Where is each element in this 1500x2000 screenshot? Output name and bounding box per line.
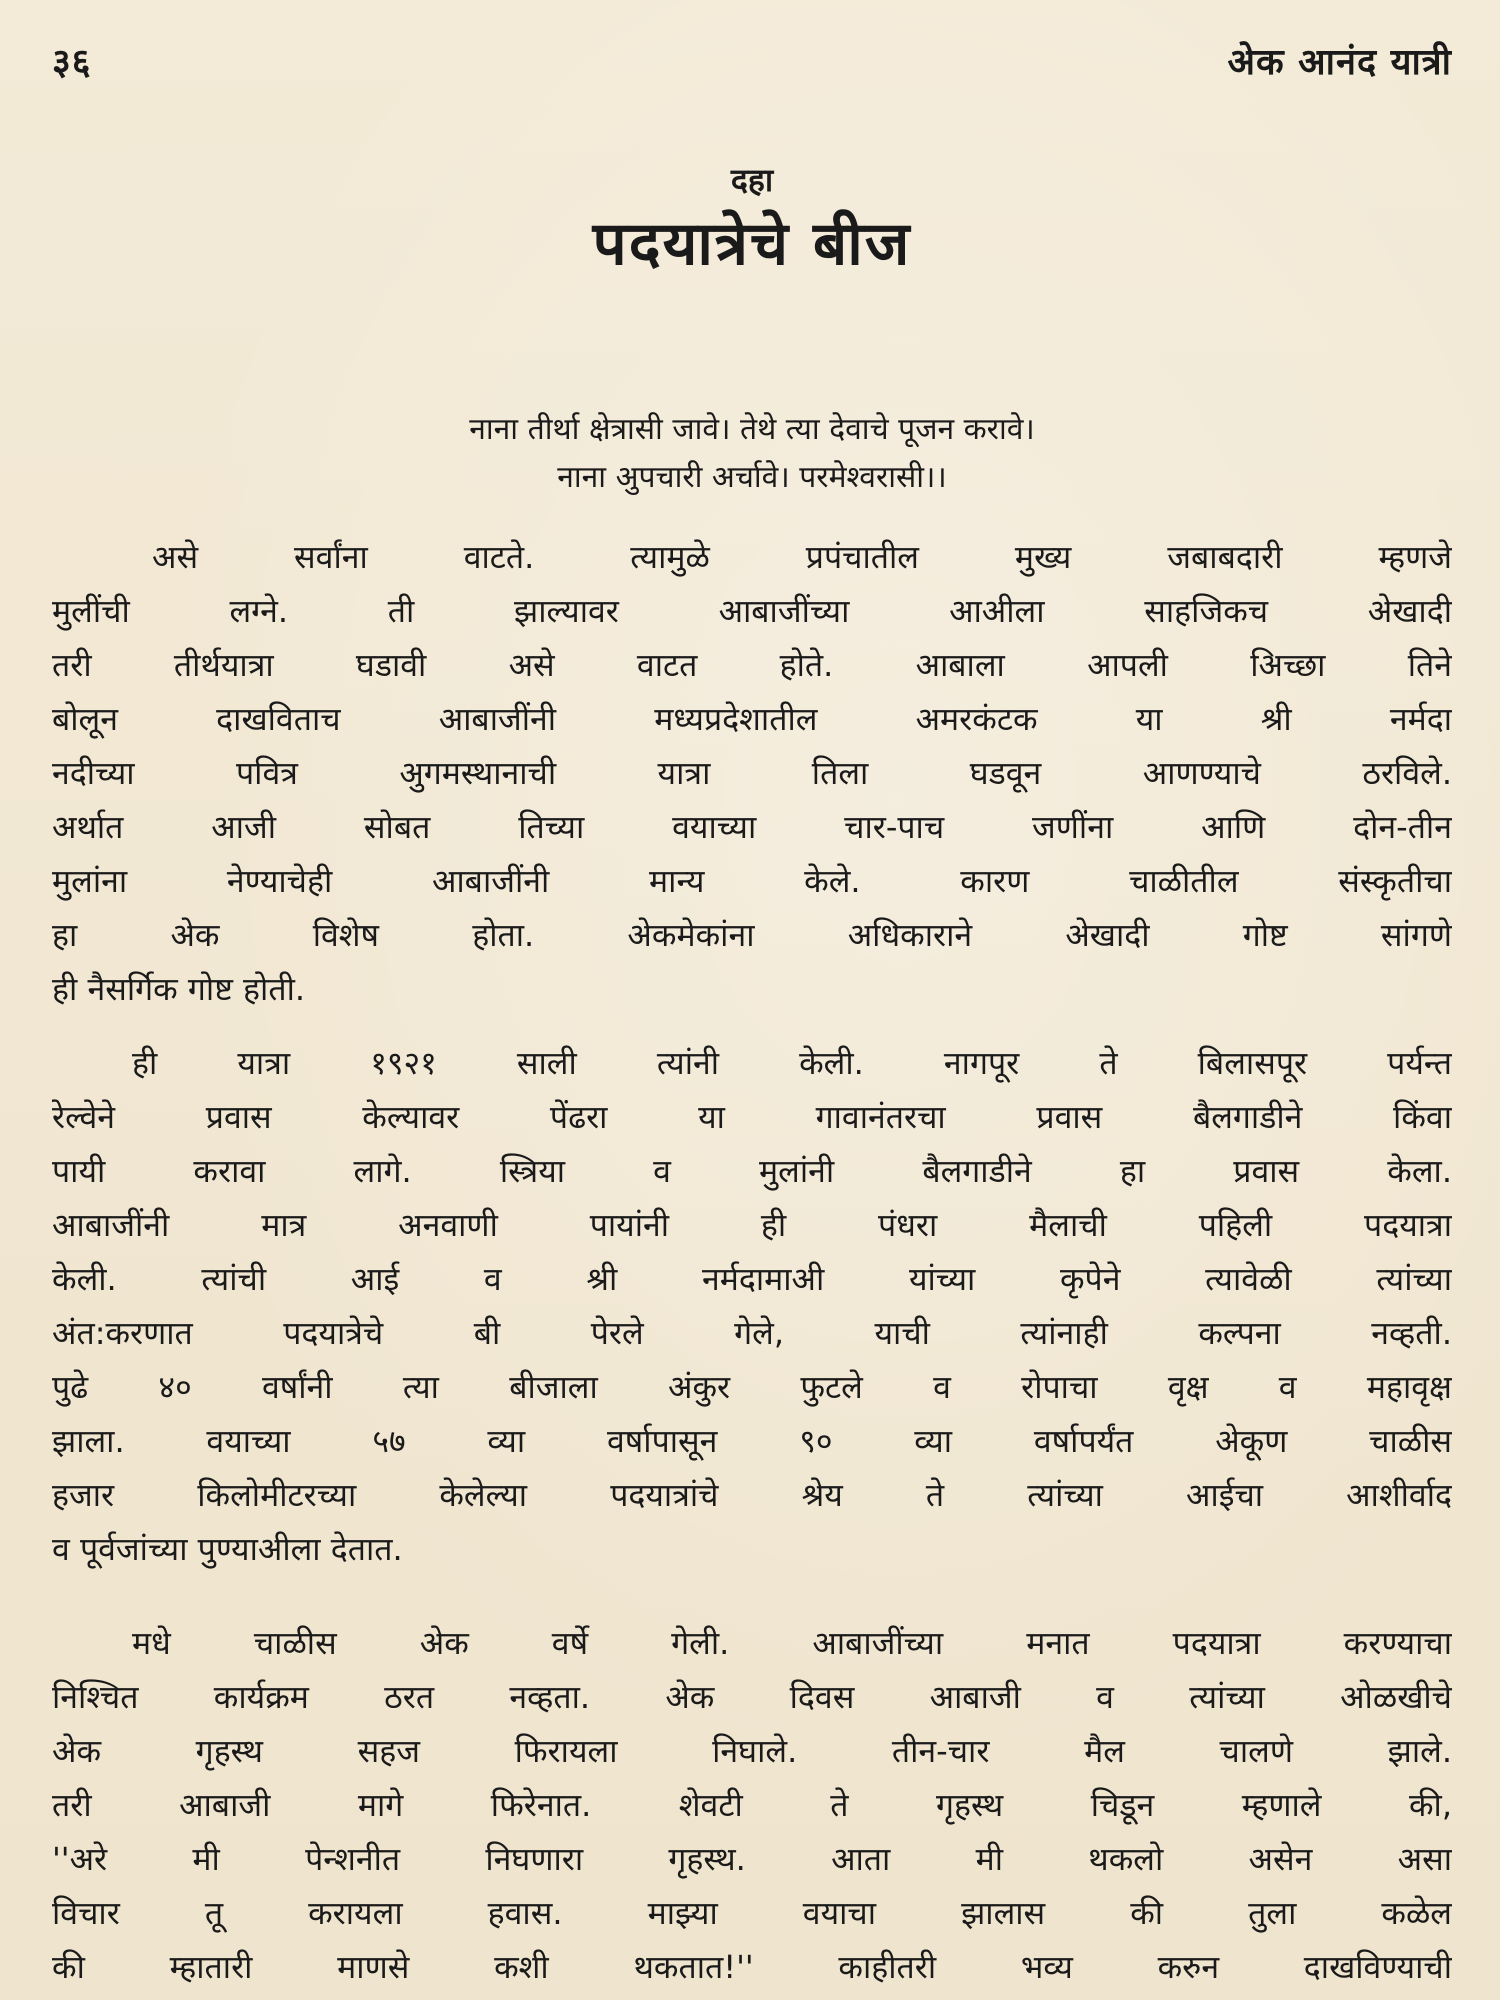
text-line: केली. त्यांची आई व श्री नर्मदामाअी यांच्या कृपेने त्यावेळी त्यांच्या (52, 1260, 1452, 1298)
chapter-title: पदयात्रेचे बीज (592, 209, 912, 279)
text-line: अंत:करणात पदयात्रेचे बी पेरले गेले, याची त्यांनाही कल्पना नव्हती. (52, 1314, 1452, 1352)
text-line: मुलांना नेण्याचेही आबाजींनी मान्य केले. कारण चाळीतील संस्कृतीचा (52, 862, 1452, 900)
text-line: बोलून दाखविताच आबाजींनी मध्यप्रदेशातील अमरकंटक या श्री नर्मदा (52, 700, 1452, 738)
page-number: ३६ (52, 42, 92, 83)
text-line: ही यात्रा १९२१ साली त्यांनी केली. नागपूर ते बिलासपूर पर्यन्त (132, 1044, 1452, 1082)
paragraph-3 (52, 1616, 1452, 1994)
text-line: पायी करावा लागे. स्त्रिया व मुलांनी बैलगाडीने हा प्रवास केला. (52, 1152, 1452, 1190)
text-line: नदीच्या पवित्र अुगमस्थानाची यात्रा तिला घडवून आणण्याचे ठरविले. (52, 754, 1452, 792)
text-line: ही नैसर्गिक गोष्ट होती. (52, 970, 306, 1008)
text-line: मधे चाळीस अेक वर्षे गेली. आबाजींच्या मनात पदयात्रा करण्याचा (132, 1624, 1452, 1662)
book-title: अेक आनंद यात्री (1227, 42, 1452, 83)
text-line: मुलींची लग्ने. ती झाल्यावर आबाजींच्या आअीला साहजिकच अेखादी (52, 592, 1452, 630)
text-line: हजार किलोमीटरच्या केलेल्या पदयात्रांचे श्रेय ते त्यांच्या आईचा आशीर्वाद (52, 1476, 1452, 1514)
chapter-heading (52, 160, 1452, 282)
text-line: तरी आबाजी मागे फिरेनात. शेवटी ते गृहस्थ चिडून म्हणाले की, (52, 1786, 1452, 1824)
text-line: झाला. वयाच्या ५७ व्या वर्षापासून ९० व्या वर्षापर्यंत अेकूण चाळीस (52, 1422, 1452, 1460)
text-line: असे सर्वांना वाटते. त्यामुळे प्रपंचातील मुख्य जबाबदारी म्हणजे (152, 538, 1452, 576)
verse-line: नाना अुपचारी अर्चावे। परमेश्वरासी।। (557, 460, 947, 495)
text-line: ''अरे मी पेन्शनीत निघणारा गृहस्थ. आता मी थकलो असेन असा (52, 1840, 1452, 1878)
verse-line: नाना तीर्था क्षेत्रासी जावे। तेथे त्या देवाचे पूजन करावे। (469, 412, 1035, 447)
text-line: हा अेक विशेष होता. अेकमेकांना अधिकाराने अेखादी गोष्ट सांगणे (52, 916, 1452, 954)
chapter-number: दहा (730, 161, 774, 199)
text-line: निश्चित कार्यक्रम ठरत नव्हता. अेक दिवस आबाजी व त्यांच्या ओळखीचे (52, 1678, 1452, 1716)
text-line: पुढे ४० वर्षांनी त्या बीजाला अंकुर फुटले व रोपाचा वृक्ष व महावृक्ष (52, 1368, 1452, 1406)
text-line: की म्हातारी माणसे कशी थकतात!'' काहीतरी भव्य करुन दाखविण्याची (52, 1948, 1452, 1986)
text-line: रेल्वेने प्रवास केल्यावर पेंढरा या गावानंतरचा प्रवास बैलगाडीने किंवा (52, 1098, 1452, 1136)
text-line: आबाजींनी मात्र अनवाणी पायांनी ही पंधरा मैलाची पहिली पदयात्रा (52, 1206, 1452, 1244)
text-line: तरी तीर्थयात्रा घडावी असे वाटत होते. आबाला आपली अिच्छा तिने (52, 646, 1452, 684)
epigraph-verse (52, 406, 1452, 502)
paragraph-2 (52, 1036, 1452, 1576)
text-line: व पूर्वजांच्या पुण्याअीला देतात. (52, 1530, 403, 1568)
text-line: अेक गृहस्थ सहज फिरायला निघाले. तीन-चार मैल चालणे झाले. (52, 1732, 1452, 1770)
running-head (52, 36, 1452, 92)
paragraph-1 (52, 530, 1452, 1016)
text-line: अर्थात आजी सोबत तिच्या वयाच्या चार-पाच जणींना आणि दोन-तीन (52, 808, 1452, 846)
text-line: विचार तू करायला हवास. माझ्या वयाचा झालास की तुला कळेल (52, 1894, 1452, 1932)
